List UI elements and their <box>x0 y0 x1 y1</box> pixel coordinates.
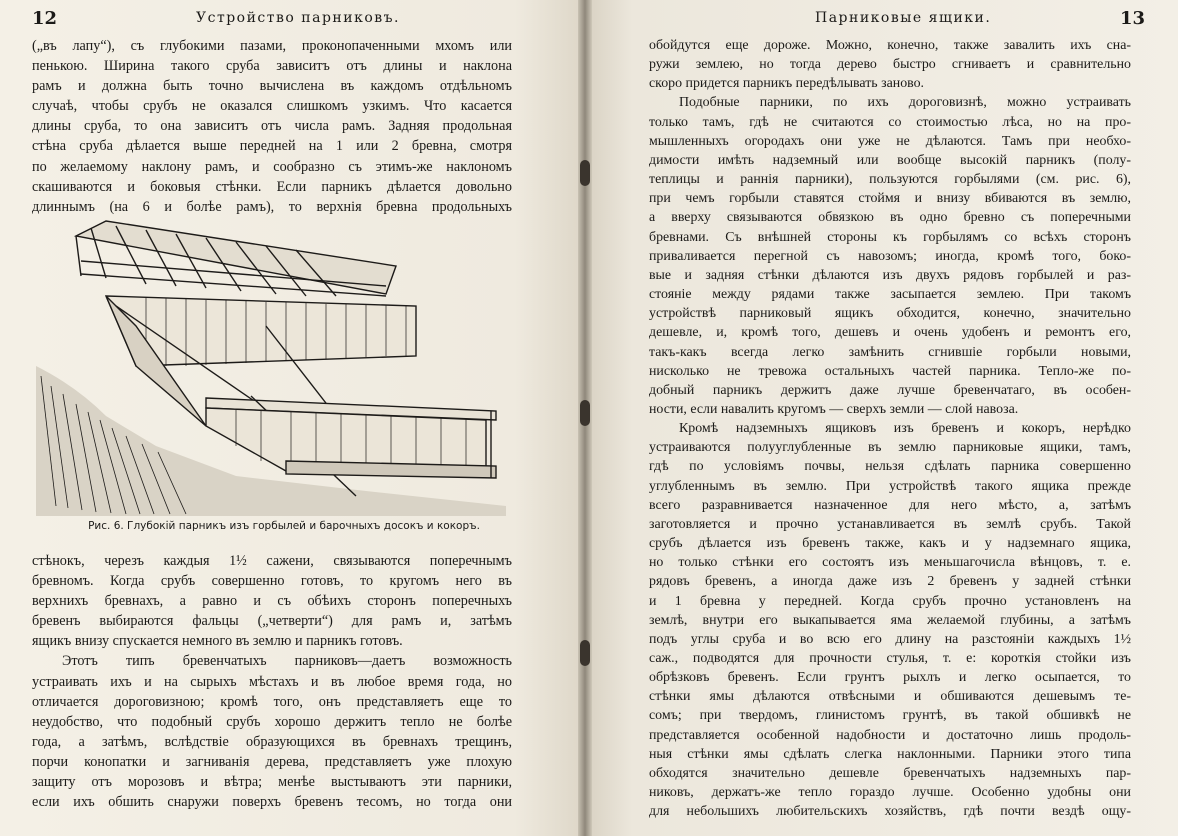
right-page <box>585 0 1178 836</box>
text-line: заготовляется и прочно устанавливается въ землѣ срубъ. Такой <box>649 516 1131 532</box>
text-line: обходятся значительно дешевле бревенчатыхъ надземныхъ пар- <box>649 765 1131 781</box>
text-line: скоро придется парникъ передѣлывать заново. <box>649 76 925 92</box>
figure-caption: Рис. 6. Глубокій парникъ изъ горбылей и барочныхъ досокъ и кокоръ. <box>88 520 480 532</box>
text-line: стѣнки ямы дѣлаются отвѣсными и обшиваются дешевымъ те- <box>649 689 1131 705</box>
text-line: а вверху связываются обвязкою въ одно бревно съ поперечными <box>649 210 1131 226</box>
text-line: подъ углы сруба и во всю его длину на разстояніи каждыхъ 1½ <box>649 631 1131 647</box>
left-text-bottom <box>32 551 512 812</box>
text-line: случаѣ, чтобы срубъ не оказался слишкомъ узкимъ. Что касается <box>32 98 512 115</box>
text-line: всего разравнивается назначенное для него мѣсто, а, затѣмъ <box>649 497 1131 513</box>
text-line: землѣ, внутри его выкапывается яма желаемой глубины, а затѣмъ <box>649 612 1131 628</box>
text-line: теплицы и раннія парники), пользуются горбылями (см. рис. 6), <box>649 172 1131 188</box>
binding-stitch <box>580 400 590 426</box>
text-line: ности, если навалить кругомъ — сверхъ земли — слой навоза. <box>649 401 1019 417</box>
text-line: нисколько не тревожа остальныхъ частей парника. Тепло-же по- <box>649 363 1131 379</box>
text-line: Подобные парники, по ихъ дороговизнѣ, можно устраивать <box>679 95 1131 111</box>
text-line: при чемъ горбыли ставятся стоймя и внизу вбиваются въ землю, <box>649 191 1131 207</box>
text-line: срубъ дѣлается изъ бревенъ также, какъ и у надземнаго ящика, <box>649 536 1131 552</box>
text-line: года, а затѣмъ, вслѣдствіе образующихся въ бревнахъ трещинъ, <box>32 733 512 750</box>
text-line: Этотъ типъ бревенчатыхъ парниковъ—даетъ возможность <box>62 653 512 670</box>
text-line: но только стѣнки его состоятъ изъ меньшагочисла вѣнцовъ, т. е. <box>649 555 1131 571</box>
text-line: приваливается перегной съ навозомъ; иногда, кромѣ того, боко- <box>649 248 1131 264</box>
text-line: добный парникъ держитъ даже лучше бревенчатаго, въ особен- <box>649 382 1131 398</box>
text-line: такъ-какъ всегда легко замѣнить сгнившіе горбыли новыми, <box>649 344 1131 360</box>
text-line: обрѣзковъ бревенъ. Если грунтъ рыхлъ и легко осыпается, то <box>649 670 1131 686</box>
text-line: рядовъ бревенъ, а иногда даже изъ 2 бревенъ у задней стѣнки <box>649 574 1131 590</box>
left-page <box>0 0 585 836</box>
page-number-right: 13 <box>1120 8 1146 29</box>
text-line: защиту отъ морозовъ и вѣтра; менѣе выстываютъ эти парники, <box>32 774 512 791</box>
text-line: верхнихъ бревнахъ, а равно и съ обѣихъ сторонъ поперечныхъ <box>32 593 512 610</box>
text-line: для небольшихъ любительскихъ хозяйствъ, гдѣ почти вездѣ ощу- <box>649 804 1131 820</box>
text-line: ящикъ внизу спускается немного въ землю и парникъ готовъ. <box>32 633 403 650</box>
page-number-left: 12 <box>32 8 58 29</box>
text-line: обойдутся еще дороже. Можно, конечно, также завалить ихъ сна- <box>649 38 1131 53</box>
text-line: гдѣ по условіямъ почвы, нельзя сдѣлать парника совершенно <box>649 459 1131 475</box>
text-line: только тамъ, гдѣ не считаются со стоимостью лѣса, но на про- <box>649 114 1131 130</box>
text-line: мышленныхъ огородахъ они уже не дѣлаются. Тамъ при необхо- <box>649 133 1131 149</box>
text-line: неудобство, что подобный срубъ хорошо держитъ тепло не болѣе <box>32 713 512 730</box>
text-line: саж., подводятся для прочности стулья, т. е: короткія стойки изъ <box>649 651 1131 666</box>
text-line: рамъ и должна быть точно вычислена въ каждомъ отдѣльномъ <box>32 78 512 95</box>
text-line: скашиваются и боковыя стѣнки. Если парникъ дѣлается довольно <box>32 178 512 195</box>
text-line: стояніе между рядами также засыпается землею. При такомъ <box>649 287 1131 303</box>
text-line: сомъ; при твердомъ, глинистомъ грунтѣ, въ такой обшивкѣ не <box>649 708 1131 724</box>
binding-stitch <box>580 640 590 666</box>
text-line: стѣнокъ, черезъ каждыя 1½ сажени, связываются поперечнымъ <box>32 553 512 569</box>
text-line: вые и задняя стѣнки дѣлаются изъ двухъ рядовъ горбылей и раз- <box>649 267 1131 283</box>
text-line: бревнами. Съ внѣшней стороны къ горбылямъ со всѣхъ сторонъ <box>649 229 1131 245</box>
text-line: и 1 бревна у передней. Когда срубъ прочно установленъ на <box>649 593 1131 609</box>
text-line: представляется особенной надобности и достаточно лишь продоль- <box>649 727 1131 743</box>
right-text <box>649 36 1131 821</box>
hotbed-illustration <box>36 216 506 516</box>
running-title-left: Устройство парниковъ. <box>196 10 400 26</box>
text-line: длиннымъ (на 6 и болѣе рамъ), то верхнія бревна продольныхъ <box>32 198 512 215</box>
text-line: порчи конопатки и загниванія дерева, представляетъ уже плохую <box>32 753 512 770</box>
text-line: ныя стѣнки ямы сдѣлать слегка наклонными. Парники этого типа <box>649 746 1131 762</box>
running-title-right: Парниковые ящики. <box>815 10 992 26</box>
text-line: длины сруба, то она зависитъ отъ числа рамъ. Задняя продольная <box>32 118 512 135</box>
text-line: устраиваются полууглубленные въ землю парниковые ящики, тамъ, <box>649 440 1131 456</box>
text-line: бревенъ выбираются фальцы („четверти“) для рамъ и, затѣмъ <box>32 613 512 630</box>
text-line: стѣна сруба дѣлается выше передней на 1 или 2 бревна, смотря <box>32 138 512 155</box>
text-line: если ихъ обшить снаружи поверхъ бревенъ тесомъ, но тогда они <box>32 794 512 811</box>
text-line: ружи землею, но тогда дерево быстро сгниваетъ и сравнительно <box>649 57 1131 73</box>
left-text-top <box>32 36 512 217</box>
text-line: устраивать ихъ и на сырыхъ мѣстахъ и въ любое время года, но <box>32 673 512 690</box>
text-line: бревномъ. Когда срубъ совершенно готовъ, то кругомъ него въ <box>32 573 512 590</box>
text-line: пенькою. Ширина такого сруба зависитъ отъ длины и наклона <box>32 58 512 75</box>
text-line: по желаемому наклону рамъ, и сообразно съ этимъ-же наклономъ <box>32 158 512 175</box>
text-line: димости имѣть надземный или вообще высокій парникъ (полу- <box>649 152 1131 168</box>
text-line: („въ лапу“), съ глубокими пазами, проконопаченными мхомъ или <box>32 38 512 54</box>
text-line: никовъ, держатъ-же тепло гораздо лучше. Особенно удобны они <box>649 785 1131 801</box>
text-line: Кромѣ надземныхъ ящиковъ изъ бревенъ и кокоръ, нерѣдко <box>679 421 1131 437</box>
binding-stitch <box>580 160 590 186</box>
text-line: углубленнымъ въ землю. При устройствѣ такого ящика прежде <box>649 478 1131 494</box>
text-line: устройствѣ парниковый ящикъ обходится, конечно, значительно <box>649 306 1131 322</box>
text-line: дешевле, и, кромѣ того, дешевъ и очень удобенъ и ремонтъ его, <box>649 325 1131 341</box>
text-line: отличается дороговизною; кромѣ того, онъ представляетъ еще то <box>32 693 512 710</box>
